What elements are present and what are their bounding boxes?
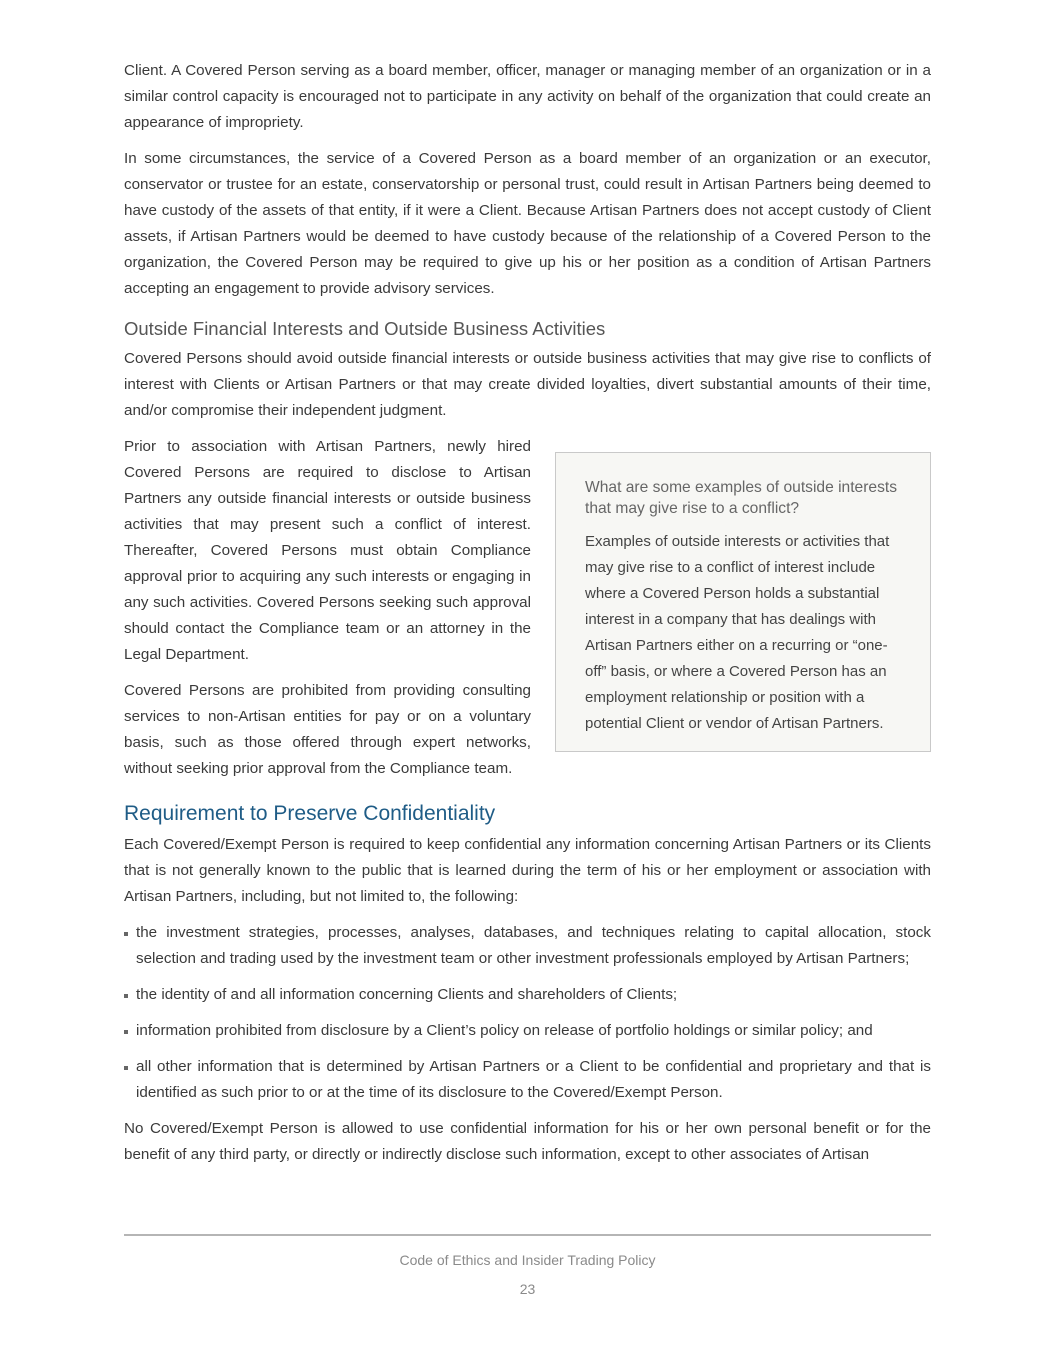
heading-outside-interests: Outside Financial Interests and Outside Business Activities — [124, 318, 606, 339]
list-item — [124, 982, 931, 1008]
paragraph-avoid-conflicts: Covered Persons should avoid outside financial interests or outside business activities that may give rise to conflicts of interest with Clients or Artisan Partners or that may create divided loyalties, divert substantial amounts of their time, and/or compromise their independent judgment. — [124, 350, 931, 419]
callout-question: What are some examples of outside interests that may give rise to a conflict? — [585, 479, 898, 517]
bullet-icon — [124, 1030, 128, 1034]
heading-confidentiality: Requirement to Preserve Confidentiality — [124, 802, 496, 825]
paragraph-consulting: Covered Persons are prohibited from providing consulting services to non-Artisan entities for pay or on a voluntary basis, such as those offered through expert networks, without seeking prior approval from the Compliance team. — [124, 682, 531, 777]
paragraph-custody: In some circumstances, the service of a Covered Person as a board member of an organization or an executor, conservator or trustee for an estate, conservatorship or personal trust, could result in Artisan Partners being deemed to have custody of the assets of that entity, if it were a Client. Because Artisan Partners does not accept custody of Client assets, if Artisan Partners would be deemed to have custody because of the relationship of a Covered Person to the organization, the Covered Person may be required to give up his or her position as a condition of Artisan Partners accepting an engagement to provide advisory services. — [124, 150, 931, 297]
paragraph-confidential-use: No Covered/Exempt Person is allowed to use confidential information for his or her own personal benefit or for the benefit of any third party, or directly or indirectly disclose such information, except to other associates of Artisan — [124, 1120, 931, 1163]
footer-document-title: Code of Ethics and Insider Trading Policy — [399, 1252, 656, 1268]
list-item-text: information prohibited from disclosure by a Client’s policy on release of portfolio holdings or similar policy; and — [136, 1022, 873, 1039]
paragraph-board-member: Client. A Covered Person serving as a board member, officer, manager or managing member of an organization or in a similar control capacity is encouraged not to participate in any activity on behalf of the organization that could create an appearance of impropriety. — [124, 62, 931, 131]
callout-box — [555, 452, 931, 752]
list-item — [124, 920, 931, 972]
list-item — [124, 1018, 931, 1044]
list-item — [124, 1054, 931, 1106]
bullet-icon — [124, 932, 128, 936]
callout-answer: Examples of outside interests or activities that may give rise to a conflict of interest include where a Covered Person holds a substantial interest in a company that has dealings with Artisan Partners either on a recurring or “one-off” basis, or where a Covered Person has an employment relationship or position with a potential Client or vendor of Artisan Partners. — [585, 533, 890, 732]
paragraph-confidentiality-intro: Each Covered/Exempt Person is required to keep confidential any information concerning Artisan Partners or its Clients that is not generally known to the public that is learned during the term of his or her employment or association with Artisan Partners, including, but not limited to, the following: — [124, 836, 931, 905]
footer-divider — [124, 1234, 931, 1236]
paragraph-disclosure: Prior to association with Artisan Partners, newly hired Covered Persons are required to disclose to Artisan Partners any outside financial interests or outside business activities that may present such a conflict of interest. Thereafter, Covered Persons must obtain Compliance approval prior to acquiring any such interests or engaging in any such activities. Covered Persons seeking such approval should contact the Compliance team or an attorney in the Legal Department. — [124, 438, 531, 663]
page-content — [124, 58, 931, 1168]
page-number: 23 — [519, 1281, 536, 1297]
bullet-icon — [124, 1066, 128, 1070]
confidential-info-list — [124, 920, 931, 1106]
list-item-text: the identity of and all information concerning Clients and shareholders of Clients; — [136, 986, 678, 1003]
wrapped-section — [124, 434, 931, 910]
list-item-text: the investment strategies, processes, analyses, databases, and techniques relating to capital allocation, stock selection and trading used by the investment team or other investment professionals employed by Artisan Partners; — [136, 924, 931, 967]
bullet-icon — [124, 994, 128, 998]
list-item-text: all other information that is determined by Artisan Partners or a Client to be confidential and proprietary and that is identified as such prior to or at the time of its disclosure to the Covered/Exempt Person. — [136, 1058, 931, 1101]
